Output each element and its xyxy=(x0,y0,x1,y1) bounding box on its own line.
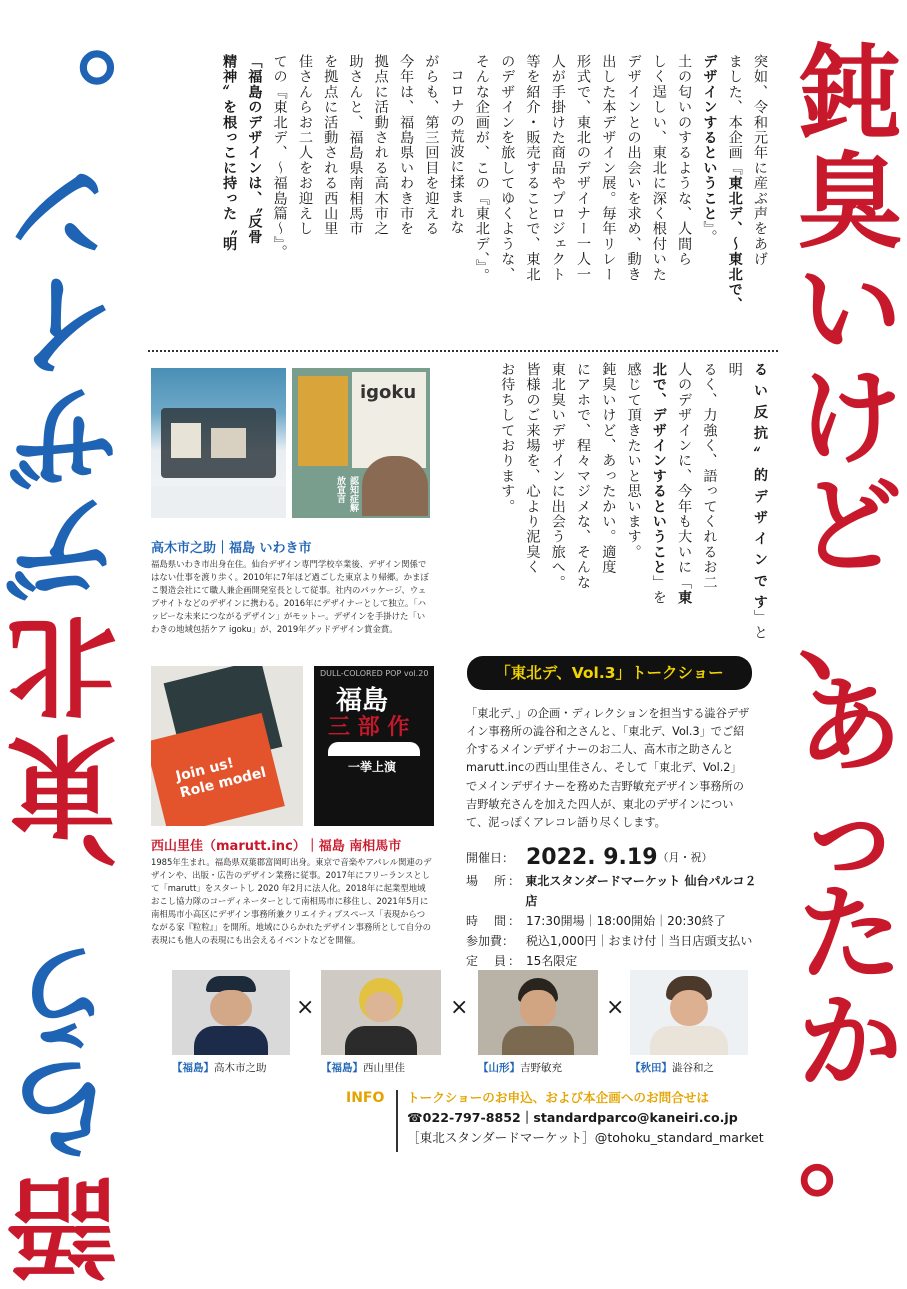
person-photo xyxy=(478,970,598,1055)
title-char: う xyxy=(7,931,117,1059)
place-row xyxy=(466,871,766,911)
text-col: 突如、令和元年に産ぶ声をあげ xyxy=(752,54,768,267)
date-label: 開催日： xyxy=(466,851,515,865)
text-col: 形式で、東北のデザイナー一人一 xyxy=(575,54,592,282)
product-photo xyxy=(151,368,286,518)
poster-title: 福島 xyxy=(336,686,389,716)
time-row xyxy=(466,911,766,931)
text-col-bold: 「福島のデザインは、〝反骨 xyxy=(246,54,263,245)
text-col: 人のデザインに、今年も大いに「 xyxy=(676,362,693,590)
text-col-bold: デザインするということ xyxy=(701,54,718,222)
magazine-subtitle: 認知症解放宣言 xyxy=(335,476,358,512)
fee-row xyxy=(466,931,766,951)
info-social: ［東北スタンダードマーケット］@tohoku_standard_market xyxy=(407,1130,764,1145)
text-col: 」を xyxy=(650,574,667,606)
joinus-book-photo xyxy=(151,666,303,826)
date-row xyxy=(466,845,766,871)
book-title: Join us! Role model xyxy=(174,755,268,802)
text-col: 今年は、福島県いわき市を xyxy=(398,54,415,237)
person-caption xyxy=(478,1060,562,1075)
time-label: 時 間： xyxy=(466,914,523,928)
info-block xyxy=(407,1088,764,1148)
title-char: 北 xyxy=(7,601,117,729)
talkshow-title-pill: 「東北デ、Vol.3」トークショー xyxy=(467,656,752,690)
text-col: そんな企画が、この『東北デ、』。 xyxy=(473,54,490,283)
magazine-logo: igoku xyxy=(360,382,417,403)
title-char: ど xyxy=(797,465,902,587)
text-col-bold: 北で、デザインするということ xyxy=(650,362,667,575)
designer2-bio: 1985年生まれ。福島県双葉郡富岡町出身。東京で音楽やアパレル関連のデザインや、出版・広告のデザイン業務に従事。2017年にフリーランスとして「marutt」をスタートし 2020 年2月に法人化。2018年に起業型地域おこし協力隊のコーディネーターとして南相馬市に移住し、2021年5月に南相馬市小高区にデザイン事務所兼クリエイティブスペース「表現からつながる家『粒粒』」を開所。地域にひらかれたデザイン事務所として自分の表現にも他人の表現にも出会えるイベントなどを開催。 xyxy=(151,857,432,946)
place-label: 場 所： xyxy=(466,874,523,888)
title-char: あ xyxy=(797,665,902,787)
title-char: っ xyxy=(797,773,902,895)
text-col: 感じて頂きたいと思います。 xyxy=(625,362,642,560)
poster-sub: 一挙上演 xyxy=(348,760,397,774)
text-col: ました、本企画『 xyxy=(726,54,743,176)
title-char: イ xyxy=(7,259,117,387)
text-col: お待ちしております。 xyxy=(499,362,516,514)
event-time: 17:30開場｜18:00開始｜20:30終了 xyxy=(526,914,726,928)
event-date: 2022. 9.19 xyxy=(526,845,658,870)
igoku-magazine-photo xyxy=(292,368,430,518)
info-label: INFO xyxy=(346,1090,385,1106)
person-pref: 【福島】 xyxy=(321,1062,363,1074)
capacity-row xyxy=(466,951,766,971)
text-col: のデザインを旅してゆくような、 xyxy=(499,54,516,282)
person-caption xyxy=(630,1060,714,1075)
person-photo xyxy=(172,970,290,1055)
event-capacity: 15名限定 xyxy=(526,954,578,968)
poster-row: 三 部 作 xyxy=(328,715,410,740)
text-col: 拠点に活動される高木市之 xyxy=(372,54,389,237)
info-line: トークショーのお申込、および本企画へのお問合せは xyxy=(407,1090,709,1105)
title-char: 、 xyxy=(7,819,117,947)
title-char: 語 xyxy=(7,1161,117,1289)
text-col: 土の匂いのするような、人間ら xyxy=(676,54,693,267)
info-contact: ☎022-797-8852｜standardparco@kaneiri.co.jp xyxy=(407,1110,738,1125)
text-col-bold: 精神〟を根っこに持った〝明 xyxy=(221,54,238,252)
title-char: 臭 xyxy=(797,141,902,263)
text-col: 鈍臭いけど、あったかい。適度 xyxy=(600,362,617,575)
text-col: 皆様のご来場を、心より泥臭く xyxy=(524,362,541,575)
text-col: るく、力強く、語ってくれるお二 xyxy=(701,362,718,590)
person-pref: 【秋田】 xyxy=(630,1062,672,1074)
cross-mark: × xyxy=(450,995,469,1020)
date-suffix: （月・祝） xyxy=(657,851,713,864)
text-col: にアホで、程々マジメな、そんな xyxy=(575,362,592,590)
text-col: 佳さんらお二人をお迎えし xyxy=(296,54,313,237)
text-col: コロナの荒波に揉まれな xyxy=(448,68,465,236)
info-divider xyxy=(396,1090,398,1152)
person-name: 吉野敏充 xyxy=(520,1062,562,1074)
title-char: 東 xyxy=(7,719,117,847)
title-char: 鈍 xyxy=(797,33,902,155)
text-col: しく逞しい、東北に深く根付いた xyxy=(650,54,667,282)
title-char: か xyxy=(797,981,902,1103)
text-col: ての『東北デ、〜福島篇〜』。 xyxy=(271,54,288,260)
text-col: 」と明 xyxy=(726,362,768,641)
text-col: がらも、第三回目を迎える xyxy=(423,54,440,237)
person-caption xyxy=(321,1060,405,1075)
person-pref: 【福島】 xyxy=(172,1062,214,1074)
designer1-bio: 福島県いわき市出身在住。仙台デザイン専門学校卒業後、デザイン関係ではない仕事を渡り歩く。2010年に7年ほど過ごした東京より帰郷。かまぼこ製造会社にて職人兼企画開発室長として従事。社内のパッケージ、ウェブサイトなどのデザインに携わる。2016年にデザイナーとして独立。「ハッピーな未来につながるデザイン」がモットー。デザインを手掛けた「いわきの地域包括ケア igoku」が、2019年グッドデザイン賞金賞。 xyxy=(151,559,429,635)
text-col-bold: 東 xyxy=(676,590,693,606)
text-col: デザインとの出会いを求め、動き xyxy=(625,54,642,282)
capacity-label: 定 員： xyxy=(466,954,523,968)
text-col: 助さんと、福島県南相馬市 xyxy=(347,54,364,237)
title-char: デ xyxy=(7,483,117,611)
title-char: 、 xyxy=(797,573,902,695)
talkshow-desc: 「東北デ、」の企画・ディレクションを担当する澁谷デザイン事務所の澁谷和之さんと、「東北デ、Vol.3」でご紹介するメインデザイナーのお二人、高木市之助さんとmarutt.incの西山里佳さん、そして「東北デ、Vol.2」でメインデザイナーを務めた吉野敏充デザイン事務所の吉野敏充さんを加えた四人が、東北のデザインについて、泥っぽくアレコレ語り尽くします。 xyxy=(466,707,750,829)
fee-label: 参加費： xyxy=(466,934,515,948)
closing-text xyxy=(494,362,772,647)
text-col-bold: る い 反 抗 〟 的 デ ザ イ ン で す xyxy=(752,362,768,610)
person-name: 西山里佳 xyxy=(363,1062,405,1074)
text-col: 東北臭いデザインに出会う旅へ。 xyxy=(549,362,566,590)
text-col: 』。 xyxy=(701,221,718,245)
person-photo xyxy=(630,970,748,1055)
left-title xyxy=(0,35,132,1289)
event-place: 東北スタンダードマーケット 仙台パルコ２店 xyxy=(525,874,757,908)
event-fee: 税込1,000円｜おまけ付｜当日店頭支払い xyxy=(526,934,753,948)
text-col: を拠点に活動される西山里 xyxy=(322,54,339,237)
title-char: 。 xyxy=(7,35,117,163)
cross-mark: × xyxy=(296,995,315,1020)
intro-text xyxy=(216,54,772,344)
event-details xyxy=(466,845,766,971)
title-char: ザ xyxy=(7,371,117,499)
cross-mark: × xyxy=(606,995,625,1020)
person-name: 澁谷和之 xyxy=(672,1062,714,1074)
title-char: い xyxy=(797,249,902,371)
title-char: 。 xyxy=(797,1089,902,1211)
text-col: 等を紹介・販売することで、東北 xyxy=(524,54,541,282)
person-pref: 【山形】 xyxy=(478,1062,520,1074)
text-col: 出した本デザイン展。毎年リレー xyxy=(600,54,617,282)
title-char: ン xyxy=(7,147,117,275)
right-title xyxy=(790,33,907,1211)
text-col-bold: 東北デ、〜東北で、 xyxy=(726,175,743,313)
title-char: た xyxy=(797,873,902,995)
title-char: け xyxy=(797,357,902,479)
designer2-heading: 西山里佳（marutt.inc）｜福島 南相馬市 xyxy=(151,839,402,854)
divider xyxy=(148,350,778,352)
person-photo xyxy=(321,970,441,1055)
poster-photo xyxy=(314,666,434,826)
text-col: 人が手掛けた商品やプロジェクト xyxy=(549,54,566,282)
person-caption xyxy=(172,1060,267,1075)
designer1-heading: 高木市之助｜福島 いわき市 xyxy=(151,541,312,556)
title-char: ら xyxy=(7,1043,117,1171)
person-name: 高木市之助 xyxy=(214,1062,267,1074)
poster-top: DULL-COLORED POP vol.20 xyxy=(320,669,429,678)
